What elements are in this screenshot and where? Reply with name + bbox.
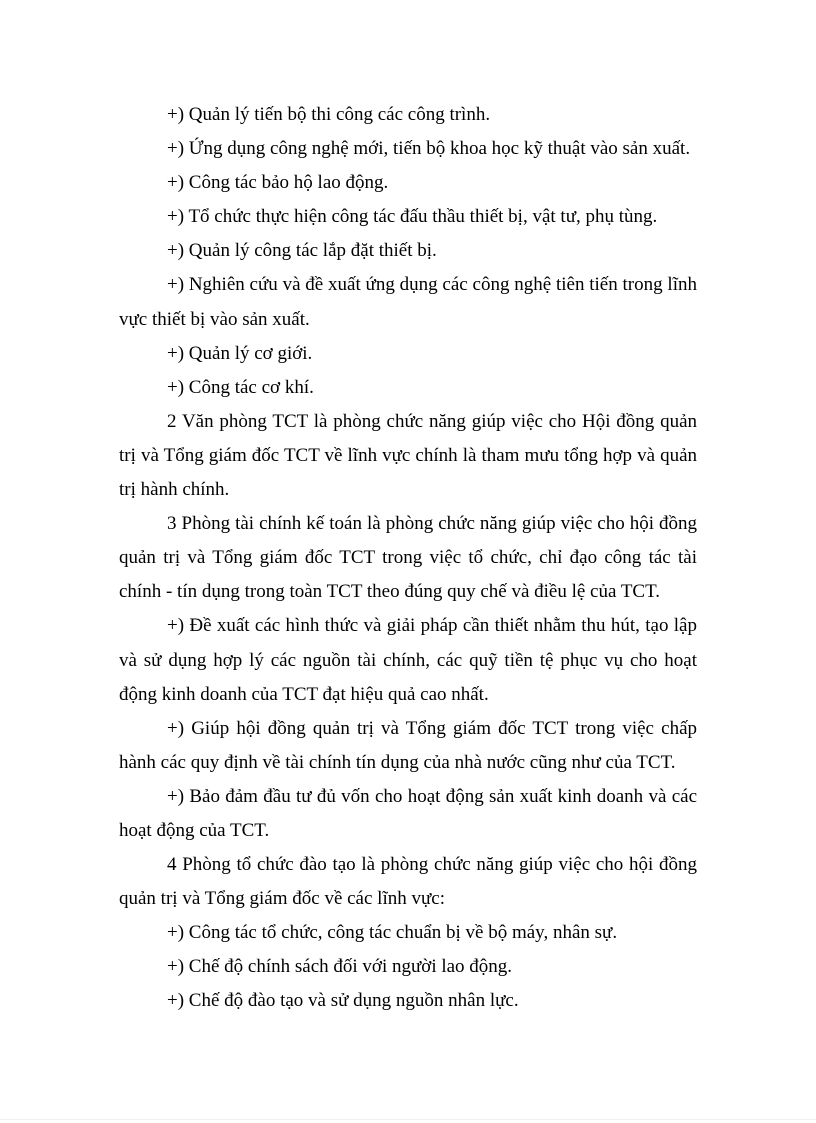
bullet-capital-assurance: +) Bảo đảm đầu tư đủ vốn cho hoạt động sản xuất kinh doanh và các hoạt động của TCT. <box>119 785 697 841</box>
bullet-progress-management: +) Quản lý tiến bộ thi công các công trình. <box>167 104 491 125</box>
bullet-mechanical-work: +) Công tác cơ khí. <box>167 376 314 398</box>
bullet-technology-application: +) Ứng dụng công nghệ mới, tiến bộ khoa học kỹ thuật vào sản xuất. <box>167 138 691 160</box>
section-4-training: 4 Phòng tổ chức đào tạo là phòng chức năng giúp việc cho hội đồng quản trị và Tổng giám đốc về các lĩnh vực: <box>119 854 697 910</box>
bullet-labor-policy: +) Chế độ chính sách đối với người lao động. <box>167 956 513 978</box>
bullet-labor-protection: +) Công tác bảo hộ lao động. <box>167 172 389 194</box>
document-body <box>119 98 697 1019</box>
page-bottom-divider <box>0 1119 816 1120</box>
section-3-finance: 3 Phòng tài chính kế toán là phòng chức năng giúp việc cho hội đồng quản trị và Tổng giám đốc TCT trong việc tổ chức, chỉ đạo công tác tài chính - tín dụng trong toàn TCT theo đúng quy chế và điều lệ của TCT. <box>119 513 697 603</box>
bullet-training-regime: +) Chế độ đào tạo và sử dụng nguồn nhân lực. <box>167 990 519 1012</box>
section-2-office: 2 Văn phòng TCT là phòng chức năng giúp việc cho Hội đồng quản trị và Tổng giám đốc TCT về lĩnh vực chính là tham mưu tổng hợp và quản trị hành chính. <box>119 410 697 501</box>
bullet-machinery-management: +) Quản lý cơ giới. <box>167 342 313 364</box>
bullet-installation-management: +) Quản lý công tác lắp đặt thiết bị. <box>167 240 437 262</box>
bullet-organization-work: +) Công tác tổ chức, công tác chuẩn bị về bộ máy, nhân sự. <box>167 922 618 944</box>
bullet-finance-compliance: +) Giúp hội đồng quản trị và Tổng giám đốc TCT trong việc chấp hành các quy định về tài chính tín dụng của nhà nước cũng như của TCT. <box>119 717 697 773</box>
bullet-equipment-bidding: +) Tổ chức thực hiện công tác đấu thầu thiết bị, vật tư, phụ tùng. <box>167 206 658 228</box>
bullet-research-proposal: +) Nghiên cứu và đề xuất ứng dụng các công nghệ tiên tiến trong lĩnh vực thiết bị vào sản xuất. <box>119 274 697 330</box>
bullet-finance-proposal: +) Đề xuất các hình thức và giải pháp cần thiết nhằm thu hút, tạo lập và sử dụng hợp lý các nguồn tài chính, các quỹ tiền tệ phục vụ cho hoạt động kinh doanh của TCT đạt hiệu quả cao nhất. <box>119 615 697 705</box>
